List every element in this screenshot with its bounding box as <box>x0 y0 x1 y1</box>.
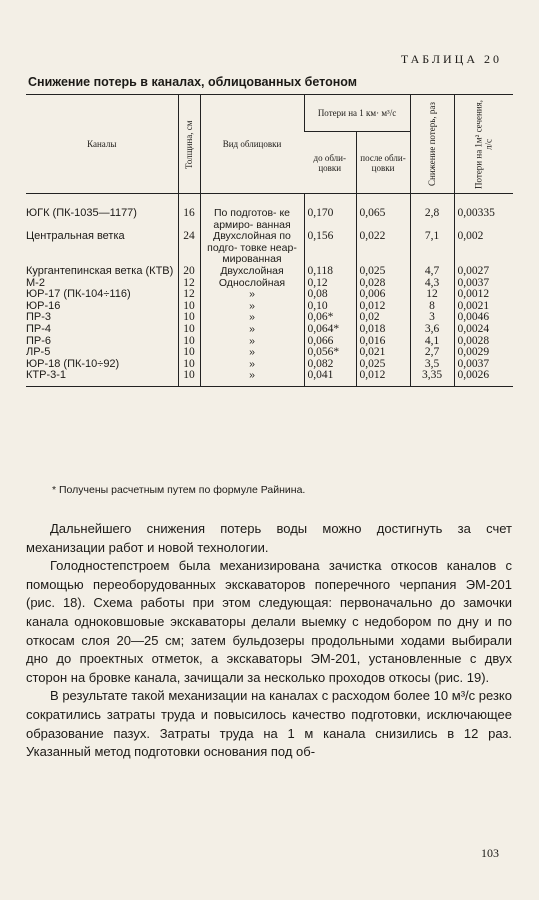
cell-per-m2: 0,0026 <box>454 370 513 386</box>
header-lining: Вид облицовки <box>200 95 304 194</box>
cell-lining: » <box>200 289 304 301</box>
cell-reduction: 8 <box>410 301 454 313</box>
body-text <box>26 520 512 762</box>
cell-per-m2: 0,0037 <box>454 359 513 371</box>
cell-reduction: 2,8 <box>410 194 454 232</box>
table-row <box>26 231 513 266</box>
cell-canal: ЮР-17 (ПК-104÷116) <box>26 288 131 301</box>
cell-after: 0,006 <box>356 289 410 301</box>
cell-reduction: 7,1 <box>410 231 454 266</box>
table-number: ТАБЛИЦА 20 <box>400 52 502 66</box>
cell-thickness: 10 <box>178 370 200 386</box>
cell-before: 0,064* <box>304 324 356 336</box>
header-reduction: Снижение потерь, раз <box>410 95 454 194</box>
table-row <box>26 312 513 324</box>
paragraph: В результате такой механизации на каналах с расходом более 10 м³/с резко сократились затраты труда и повысилось качество подготовки, исключающее образование пазух. Затраты труда на 1 м канала снизились в 12 раз. Указанный метод подготовки основания под об- <box>26 688 512 760</box>
cell-canal: ПР-4 <box>26 322 52 335</box>
cell-after: 0,065 <box>356 194 410 232</box>
cell-before: 0,08 <box>304 289 356 301</box>
header-after: после обли- цовки <box>356 132 410 194</box>
cell-thickness: 10 <box>178 324 200 336</box>
cell-per-m2: 0,002 <box>454 231 513 266</box>
cell-reduction: 2,7 <box>410 347 454 359</box>
cell-canal: ЮР-18 (ПК-10÷92) <box>26 357 120 370</box>
cell-thickness: 10 <box>178 347 200 359</box>
cell-canal: ЮГК (ПК-1035—1177) <box>26 207 137 219</box>
cell-canal: КТР-3-1 <box>26 370 178 386</box>
cell-reduction: 12 <box>410 289 454 301</box>
cell-thickness: 10 <box>178 336 200 348</box>
cell-per-m2: 0,0027 <box>454 266 513 278</box>
cell-before: 0,082 <box>304 359 356 371</box>
cell-reduction: 3,5 <box>410 359 454 371</box>
cell-per-m2: 0,0037 <box>454 278 513 290</box>
cell-reduction: 4,1 <box>410 336 454 348</box>
table-title: Снижение потерь в каналах, облицованных бетоном <box>28 75 357 89</box>
table-footnote: * Получены расчетным путем по формуле Райнина. <box>52 484 306 496</box>
table-row <box>26 370 513 386</box>
header-per-m2: Потери на 1м² сечения, л/с <box>454 95 513 194</box>
table-row <box>26 266 513 278</box>
cell-lining: По подготов- ке армиро- ванная <box>200 194 304 232</box>
cell-after: 0,021 <box>356 347 410 359</box>
cell-reduction: 4,7 <box>410 266 454 278</box>
cell-thickness: 12 <box>178 278 200 290</box>
table-row <box>26 194 513 232</box>
table-row <box>26 347 513 359</box>
cell-canal: ПР-6 <box>26 334 52 347</box>
cell-before: 0,066 <box>304 336 356 348</box>
cell-thickness: 24 <box>178 231 200 266</box>
cell-after: 0,016 <box>356 336 410 348</box>
cell-lining: » <box>200 301 304 313</box>
cell-thickness: 10 <box>178 301 200 313</box>
cell-before: 0,041 <box>304 370 356 386</box>
header-losses-group: Потери на 1 км· м³/с <box>304 95 410 132</box>
cell-reduction: 3,35 <box>410 370 454 386</box>
cell-before: 0,12 <box>304 278 356 290</box>
cell-reduction: 3,6 <box>410 324 454 336</box>
cell-per-m2: 0,0028 <box>454 336 513 348</box>
cell-reduction: 3 <box>410 312 454 324</box>
cell-canal: Центральная ветка <box>26 230 125 243</box>
paragraph: Дальнейшего снижения потерь воды можно достигнуть за счет механизации работ и новой технологии. <box>26 521 512 555</box>
cell-after: 0,018 <box>356 324 410 336</box>
cell-lining: » <box>200 347 304 359</box>
table-row <box>26 336 513 348</box>
cell-before: 0,10 <box>304 301 356 313</box>
cell-lining: Двухслойная <box>200 266 304 278</box>
cell-canal: ЮР-16 <box>26 299 61 312</box>
cell-after: 0,028 <box>356 278 410 290</box>
cell-before: 0,156 <box>304 231 356 266</box>
cell-after: 0,012 <box>356 301 410 313</box>
page-number: 103 <box>481 846 499 860</box>
table-row <box>26 289 513 301</box>
header-before: до обли- цовки <box>304 132 356 194</box>
cell-lining: Однослойная <box>200 278 304 290</box>
cell-canal: ПР-3 <box>26 311 52 324</box>
cell-per-m2: 0,0046 <box>454 312 513 324</box>
cell-before: 0,056* <box>304 347 356 359</box>
cell-per-m2: 0,0021 <box>454 301 513 313</box>
cell-after: 0,025 <box>356 266 410 278</box>
cell-thickness: 12 <box>178 289 200 301</box>
table-row <box>26 324 513 336</box>
cell-after: 0,022 <box>356 231 410 266</box>
cell-before: 0,118 <box>304 266 356 278</box>
cell-lining: Двухслойная по подго- товке неар- мированная <box>200 231 304 266</box>
table-row <box>26 301 513 313</box>
cell-lining: » <box>200 324 304 336</box>
header-thickness: Толщина, см <box>178 95 200 194</box>
cell-before: 0,170 <box>304 194 356 232</box>
cell-thickness: 20 <box>178 266 200 278</box>
cell-after: 0,025 <box>356 359 410 371</box>
cell-lining: » <box>200 336 304 348</box>
cell-per-m2: 0,0024 <box>454 324 513 336</box>
cell-reduction: 4,3 <box>410 278 454 290</box>
cell-before: 0,06* <box>304 312 356 324</box>
cell-after: 0,02 <box>356 312 410 324</box>
cell-canal: ЛР-5 <box>26 346 51 359</box>
cell-canal: Кургантепинская ветка (КТВ) <box>26 264 174 277</box>
loss-reduction-table <box>26 94 513 387</box>
header-canals: Каналы <box>26 95 178 194</box>
cell-lining: » <box>200 370 304 386</box>
cell-per-m2: 0,00335 <box>454 194 513 232</box>
paragraph: Голодностепстроем была механизирована зачистка откосов каналов с помощью переоборудованных экскаваторов поперечного черпания ЭМ-201 (рис. 18). Схема работы при этом следующая: первоначально до замочки канала одноковшовые экскаваторы делали выемку с недобором по дну и по откосам слоя 20—25 см; затем бульдозеры продольными ходами выбирали дно до проектных отметок, а экскаваторы ЭМ-201, установленные с двух сторон на бровке канала, зачищали за несколько проходов откосы (рис. 19). <box>26 558 512 685</box>
cell-lining: » <box>200 312 304 324</box>
cell-per-m2: 0,0029 <box>454 347 513 359</box>
cell-thickness: 10 <box>178 312 200 324</box>
cell-thickness: 16 <box>178 194 200 232</box>
cell-canal: М-2 <box>26 276 45 289</box>
cell-per-m2: 0,0012 <box>454 289 513 301</box>
cell-thickness: 10 <box>178 359 200 371</box>
cell-lining: » <box>200 359 304 371</box>
cell-after: 0,012 <box>356 370 410 386</box>
